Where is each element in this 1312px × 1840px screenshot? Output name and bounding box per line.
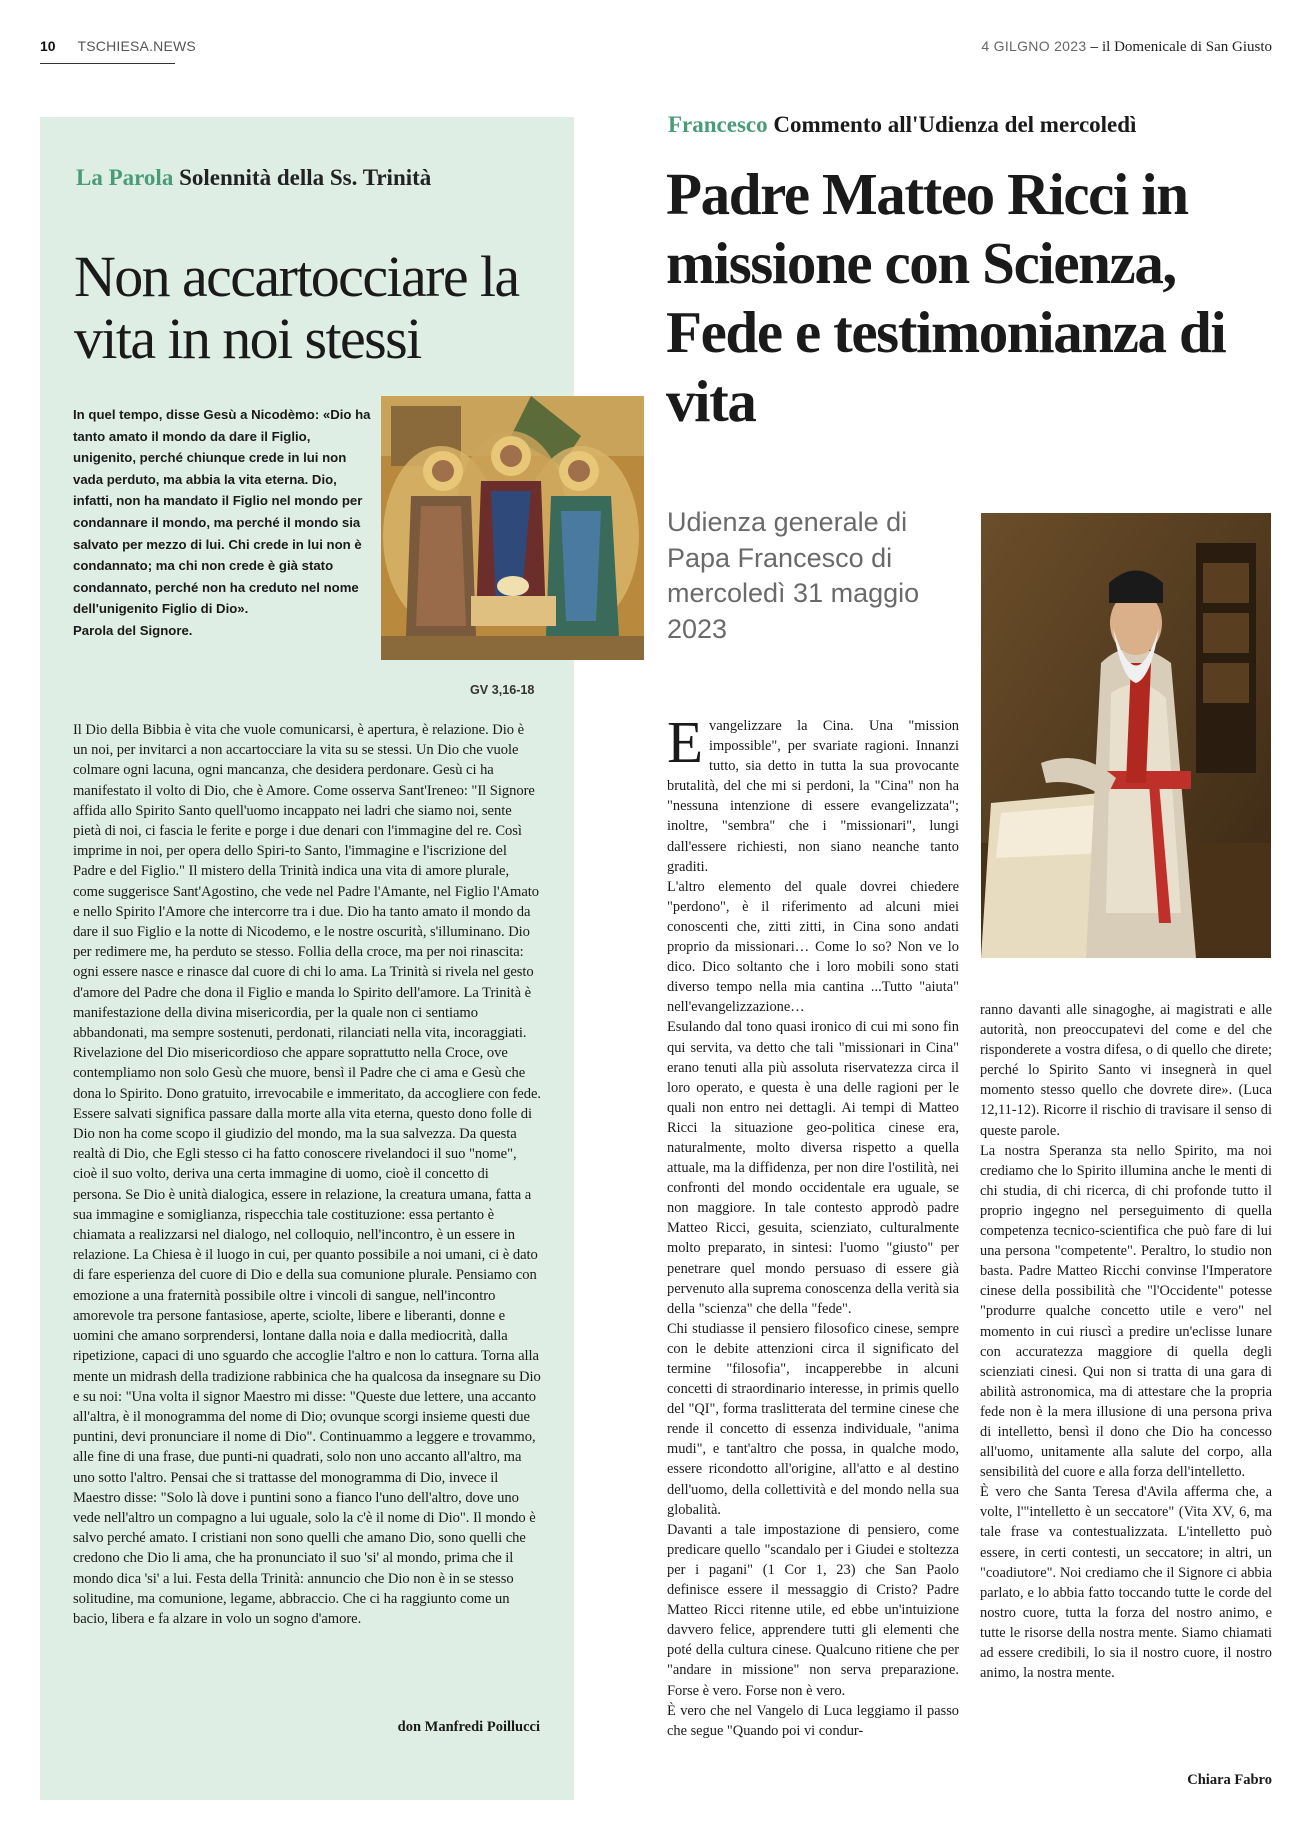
right-kicker-topic: Commento all'Udienza del mercoledì bbox=[773, 112, 1137, 137]
right-headline: Padre Matteo Ricci in missione con Scienza, Fede e testimonianza di vita bbox=[666, 161, 1226, 434]
header-separator: – bbox=[1086, 38, 1103, 54]
paragraph-text: vangelizzare la Cina. Una "mission impossible", per svariate ragioni. Innanzi tutto, sia detto in tutta la sua provocante brutalità, del che mi si perdoni, la "Cina" non ha "nessuna intenzione di essere evangelizzata"; inoltre, "sembra" che i "missionari", lungi dall'essere richiesti, non siano neanche tanto graditi. bbox=[667, 718, 959, 875]
article-paragraph: È vero che nel Vangelo di Luca leggiamo il passo che segue "Quando poi vi condur- bbox=[667, 1702, 959, 1739]
left-kicker-section: La Parola bbox=[76, 165, 174, 190]
article-paragraph bbox=[667, 709, 959, 877]
right-article-column-1 bbox=[667, 709, 959, 1741]
drop-cap: E bbox=[667, 709, 704, 775]
gospel-text: In quel tempo, disse Gesù a Nicodèmo: «Dio ha tanto amato il mondo da dare il Figlio, unigenito, perché chiunque crede in lui non vada perduto, ma abbia la vita eterna. Dio, infatti, non ha mandato il Figlio nel mondo per condannare il mondo, ma perché il mondo sia salvato per mezzo di lui. Chi crede in lui non è condannato; ma chi non crede è già stato condannato, perché non ha creduto nel nome dell'unigenito Figlio di Dio». bbox=[73, 407, 371, 617]
trinity-icon-image bbox=[381, 396, 644, 660]
gospel-reference: GV 3,16-18 bbox=[470, 683, 535, 697]
article-paragraph: Davanti a tale impostazione di pensiero, come predicare quello "scandalo per i Giudei e stoltezza per i pagani" (1 Cor 1, 23) che San Paolo definisce essere il messaggio di Cristo? Padre Matteo Ricci ritenne utile, ed ebbe un'intuizione davvero felice, apprendere tutti gli elementi che poté della cultura cinese. Qualcuno ritiene che per "andare in missione" non serva preparazione. Forse è vero. Forse non è vero. bbox=[667, 1521, 959, 1699]
left-commentary: Il Dio della Bibbia è vita che vuole comunicarsi, è apertura, è relazione. Dio è un noi, per invitarci a non accartocciare la vita su se stessi. Un Dio che vuole colmare ogni lacuna, ogni mancanza, che desidera perdonare. Gesù ci ha manifestato il volto di Dio, che è Amore. Come osserva Sant'Ireneo: "Il Signore affida allo Spirito Santo quell'uomo incappato nei ladri che siamo noi, sente pietà di noi, ci fascia le ferite e porge i due denari con l'immagine del re. Così imprime in noi, per opera dello Spiri-to Santo, l'immagine e l'iscrizione del Padre e del Figlio." Il mistero della Trinità indica una vita di amore plurale, come suggerisce Sant'Agostino, che vede nel Padre l'Amante, nel Figlio l'Amato e nello Spirito l'Amore che intercorre tra i due. Dio ha tanto amato il mondo da dare il suo Figlio e la notte di Nicodemo, e le nostre oscurità, s'illuminano. Dio per redimere me, ha perduto se stesso. Follia della croce, ma per noi rinascita: ogni essere nasce e rinasce dal cuore di chi lo ama. La Trinità si rivela nel gesto d'amore del Padre che dona il Figlio e manda lo Spirito dell'amore. La Trinità è manifestazione della divina misericordia, per la quale non ci sentiamo abbandonati, ma sempre sostenuti, perdonati, rilanciati nella vita, incoraggiati. Rivelazione del Dio misericordioso che appare soprattutto nella Croce, ove contempliamo non solo Gesù che muore, bensì il Padre che ci ama e Gesù che dona lo Spirito. Dono gratuito, irrevocabile e immeritato, da accogliere con fede. Essere salvati significa passare dalla morte alla vita eterna, questo dono folle di Dio non ha come scopo il giudizio del mondo, ma la sua salvezza. Da questa realtà di Dio, che Egli stesso ci ha fatto conoscere rivelandoci il suo "nome", cioè il suo volto, deriva una certa immagine di uomo, cioè il concetto di persona. Se Dio è unità dialogica, essere in relazione, la creatura umana, fatta a sua immagine e somiglianza, rispecchia tale costituzione: essa pertanto è chiamata a realizzarsi nel dialogo, nel colloquio, nell'incontro, è un essere in relazione. La Chiesa è il luogo in cui, per quanto possibile a noi umani, ci è dato di fare esperienza del cuore di Dio e della sua comunione plurale. Pensiamo con emozione a una fraternità possibile oltre i vincoli di sangue, nell'incontro amorevole tra persone fantasiose, aperte, sciolte, libere e liberanti, donne e uomini che amano sorprendersi, lontane dalla noia e dalla mediocrità, dalla ripetizione, capaci di uno sguardo che accoglie l'altro e non lo cattura. Torna alla mente un midrash della tradizione rabbinica che ha qualcosa da insegnare su Dio e su noi: "Una volta il signor Maestro mi disse: "Queste due lettere, una accanto all'altra, è il monogramma del nome di Dio; ovunque scorgi insieme questi due puntini, devi pronunciare il nome di Dio". Continuammo a leggere e trovammo, alle fine di una frase, due punti-ni quadrati, solo non uno accanto all'altro, ma uno sotto l'altro. Pensai che si trattasse del monogramma di Dio, invece il Maestro disse: "Solo là dove i puntini sono a fianco l'uno dell'altro, dove uno vede nell'altro un compagno a lui uguale, solo la c'è il nome di Dio". Il mondo è salvo perché amato. I cristiani non sono quelli che amano Dio, sono quelli che credono che Dio li ama, che ha pronunciato il suo 'si' al mondo, prima che il mondo dica 'si' a lui. Festa della Trinità: annuncio che Dio non è in se stesso solitudine, ma comunione, legame, abbraccio. Che ci ha raggiunto come un bacio, libera e fa alzare in volo un sogno d'amore. bbox=[73, 722, 542, 1627]
article-paragraph: ranno davanti alle sinagoghe, ai magistrati e alle autorità, non preoccupatevi del come e del che risponderete a vostra difesa, o di quello che direte; perché lo Spirito Santo vi insegnerà in quel momento stesso quello che dovrete dire». (Luca 12,11-12). Ricorre il rischio di travisare il senso di queste parole. bbox=[980, 1002, 1272, 1139]
header-rule bbox=[40, 63, 175, 64]
gospel-closing: Parola del Signore. bbox=[73, 622, 193, 638]
page-header-right bbox=[981, 38, 1272, 56]
article-paragraph: La nostra Speranza sta nello Spirito, ma noi crediamo che lo Spirito illumina anche le menti di chi studia, di chi ricerca, di chi profonde tutto il proprio ingegno nel perseguimento di quella competenza tecnico-scientifica che può fare di lui una persona "competente". Peraltro, lo studio non basta. Padre Matteo Ricchi convinse l'Imperatore cinese della possibilità che "l'Occidente" potesse "produrre qualche concetto utile e vero" nel momento in cui riuscì a predire un'eclisse lunare con accuratezza maggiore di quella degli scienziati cinesi. Qui non si tratta di una gara di abilità astronomica, ma di attestare che la propria fede non è la mera illusione di una persona priva di intelletto, bensì il dono che Dio ha concesso all'uomo, unitamente alla salute del corpo, alla sensibilità del cuore e alla forza dell'intelletto. bbox=[980, 1142, 1272, 1481]
matteo-ricci-portrait bbox=[981, 513, 1271, 958]
right-article-column-2 bbox=[980, 1000, 1272, 1683]
site-name: TSCHIESA.NEWS bbox=[77, 38, 196, 54]
right-kicker bbox=[668, 112, 1136, 138]
page-number: 10 bbox=[40, 38, 56, 54]
article-paragraph: Chi studiasse il pensiero filosofico cinese, sempre con le debite attenzioni circa il significato del termine "filosofia", incapperebbe in alcuni concetti di straordinario interesse, in primis quello del "QI", forma traslitterata del termine cinese che rende il concetto di essenza individuale, "anima mudi", e tant'altro che possa, in qualche modo, essere ricondotto all'origine, all'atto e al destino dell'uomo, della collettività e del mondo nella sua globalità. bbox=[667, 1320, 959, 1518]
issue-date: 4 GILGNO 2023 bbox=[981, 38, 1087, 54]
publication-name: il Domenicale di San Giusto bbox=[1102, 39, 1272, 55]
page-header-left bbox=[40, 38, 196, 54]
left-author-signature: don Manfredi Poillucci bbox=[397, 1719, 540, 1735]
article-paragraph: Esulando dal tono quasi ironico di cui mi sono fin qui servita, va detto che tali "missionari in Cina" erano tenuti alla più assoluta riservatezza circa il loro operato, e questa è una delle ragioni per le quali non entro nei dettagli. Ai tempi di Matteo Ricci la situazione geo-politica cinese era, naturalmente, molto diversa rispetto a quella attuale, ma la diffidenza, per non dire l'ostilità, nei confronti del mondo occidentale era uguale, se non maggiore. In tale contesto approdò padre Matteo Ricci, gesuita, scienziato, culturalmente molto preparato, in sintesi: l'uomo "giusto" per penetrare quel mondo persuaso di essere già pervenuto alla suprema conoscenza della verità sia della "scienza" che della "fede". bbox=[667, 1019, 959, 1317]
article-paragraph: L'altro elemento del quale dovrei chiedere "perdono", è il riferimento ad alcuni miei conoscenti che, zitti zitti, in Cina sono andati proprio da missionari… Come lo so? Non ve lo dico. Dico soltanto che i loro mobili sono stati diverso tempo nella mia cantina ...Tutto "aiuta" nell'evangelizzazione… bbox=[667, 878, 959, 1016]
right-author-signature: Chiara Fabro bbox=[1187, 1772, 1272, 1788]
gospel-passage bbox=[73, 404, 373, 642]
right-kicker-section: Francesco bbox=[668, 112, 768, 137]
left-kicker-topic: Solennità della Ss. Trinità bbox=[179, 165, 432, 190]
left-kicker bbox=[76, 165, 431, 191]
left-headline: Non accartocciare la vita in noi stessi bbox=[74, 244, 519, 371]
article-paragraph: È vero che Santa Teresa d'Avila afferma che, a volte, l'"intelletto è un seccatore" (Vita XV, 6, ma tale frase va contestualizzata. L'intelletto può essere, in certi contesti, un seccatore; in altri, un "coadiutore". Noi crediamo che il Signore ci abbia parlato, e lo abbia fatto toccando tutte le corde del nostro cuore, tutta la forza del nostro animo, e tutte le risorse della nostra mente. Siamo chiamati ad essere credibili, lo sia il nostro cuore, il nostro animo, la nostra mente. bbox=[980, 1484, 1272, 1682]
right-subtitle: Udienza generale di Papa Francesco di mercoledì 31 maggio 2023 bbox=[667, 507, 920, 644]
